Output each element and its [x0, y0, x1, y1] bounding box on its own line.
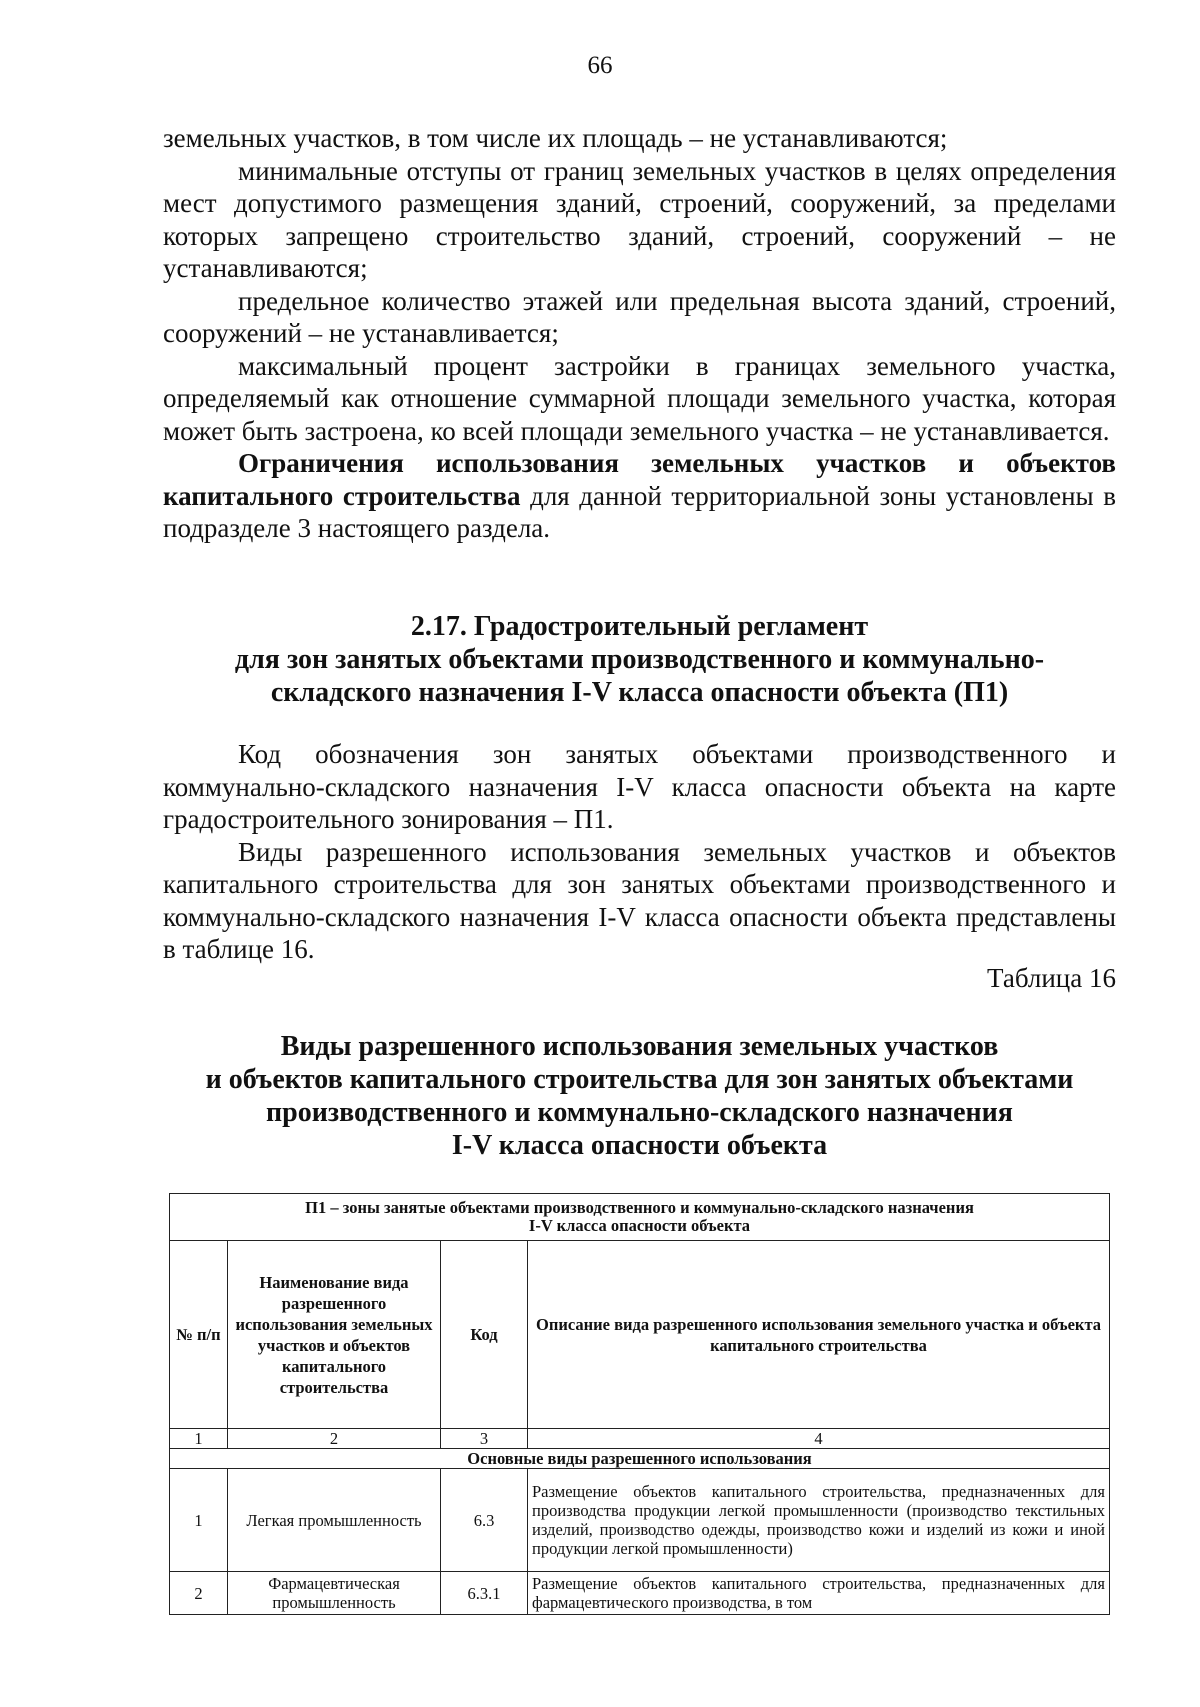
section-heading-line-3: складского назначения I-V класса опасности объекта (П1) — [270, 677, 1009, 708]
table-title — [163, 1030, 1116, 1162]
column-number: 1 — [170, 1429, 228, 1449]
restrictions-bold-text: Ограничения использования земельных участков и объектов капитального строительства — [163, 448, 1116, 511]
row-number: 2 — [170, 1572, 228, 1615]
table-row — [170, 1572, 1110, 1615]
section-heading-line-1: 2.17. Градостроительный регламент — [410, 611, 869, 642]
paragraph-table-reference: Виды разрешенного использования земельных участков и объектов капитального строительства для зон занятых объектами производственного и коммунально-складского назначения I-V класса опасности объекта представлены в таблице 16. — [163, 836, 1116, 964]
table-row — [170, 1469, 1110, 1572]
body-text-block-2 — [163, 738, 1116, 966]
column-number: 2 — [228, 1429, 441, 1449]
col-header-number: № п/п — [170, 1241, 228, 1429]
paragraph-floors: предельное количество этажей или предельная высота зданий, строений, сооружений – не устанавливается; — [163, 285, 1116, 348]
column-header-row — [170, 1241, 1110, 1429]
body-text-block-1 — [163, 122, 1116, 545]
group-label-main-uses: Основные виды разрешенного использования — [170, 1449, 1110, 1469]
table-title-line-4: I-V класса опасности объекта — [451, 1130, 828, 1161]
zone-header-line-1: П1 – зоны занятые объектами производственного и коммунально-складского назначения — [305, 1198, 974, 1217]
row-use-name: Фармацевтическая промышленность — [228, 1572, 441, 1615]
restrictions-text: для данной территориальной зоны установлены в подразделе 3 настоящего раздела. — [163, 480, 1116, 543]
row-use-name: Легкая промышленность — [228, 1469, 441, 1572]
paragraph-coverage: максимальный процент застройки в границах земельного участка, определяемый как отношение суммарной площади земельного участка, которая может быть застроена, ко всей площади земельного участка – не устанавливается. — [163, 350, 1116, 446]
zone-header-line-2: I-V класса опасности объекта — [528, 1216, 751, 1235]
paragraph-lot-size: земельных участков, в том числе их площадь – не устанавливаются; — [163, 123, 948, 153]
row-use-code: 6.3 — [441, 1469, 528, 1572]
group-row-main-uses — [170, 1449, 1110, 1469]
row-number: 1 — [170, 1469, 228, 1572]
table-title-line-3: производственного и коммунально-складского назначения — [266, 1097, 1013, 1128]
col-header-name: Наименование вида разрешенного использования земельных участков и объектов капитального строительства — [228, 1241, 441, 1429]
paragraph-restrictions — [163, 447, 1116, 545]
paragraph-zone-code: Код обозначения зон занятых объектами производственного и коммунально-складского назначения I-V класса опасности объекта на карте градостроительного зонирования – П1. — [163, 739, 1116, 834]
zone-header-row — [170, 1194, 1110, 1241]
col-header-description: Описание вида разрешенного использования земельного участка и объекта капитального строительства — [528, 1241, 1110, 1429]
column-number: 3 — [441, 1429, 528, 1449]
page-number: 66 — [587, 52, 613, 79]
column-number-row — [170, 1429, 1110, 1449]
row-use-code: 6.3.1 — [441, 1572, 528, 1615]
col-header-code: Код — [441, 1241, 528, 1429]
section-heading-line-2: для зон занятых объектами производственного и коммунально- — [234, 644, 1045, 675]
permitted-uses-table — [169, 1193, 1110, 1615]
table-number: Таблица 16 — [987, 963, 1116, 993]
section-heading — [163, 610, 1116, 709]
row-use-description: Размещение объектов капитального строительства, предназначенных для фармацевтического производства, в том — [528, 1572, 1110, 1615]
table-title-line-1: Виды разрешенного использования земельных участков — [280, 1031, 999, 1062]
table-title-line-2: и объектов капитального строительства для зон занятых объектами — [205, 1064, 1074, 1095]
zone-header-cell — [170, 1194, 1110, 1241]
column-number: 4 — [528, 1429, 1110, 1449]
paragraph-setbacks: минимальные отступы от границ земельных участков в целях определения мест допустимого размещения зданий, строений, сооружений, за пределами которых запрещено строительство зданий, строений, сооружений – не устанавливаются; — [163, 155, 1116, 283]
row-use-description: Размещение объектов капитального строительства, предназначенных для производства продукции легкой промышленности (производство текстильных изделий, производство одежды, производство кожи и изделий из кожи и иной продукции легкой промышленности) — [528, 1469, 1110, 1572]
